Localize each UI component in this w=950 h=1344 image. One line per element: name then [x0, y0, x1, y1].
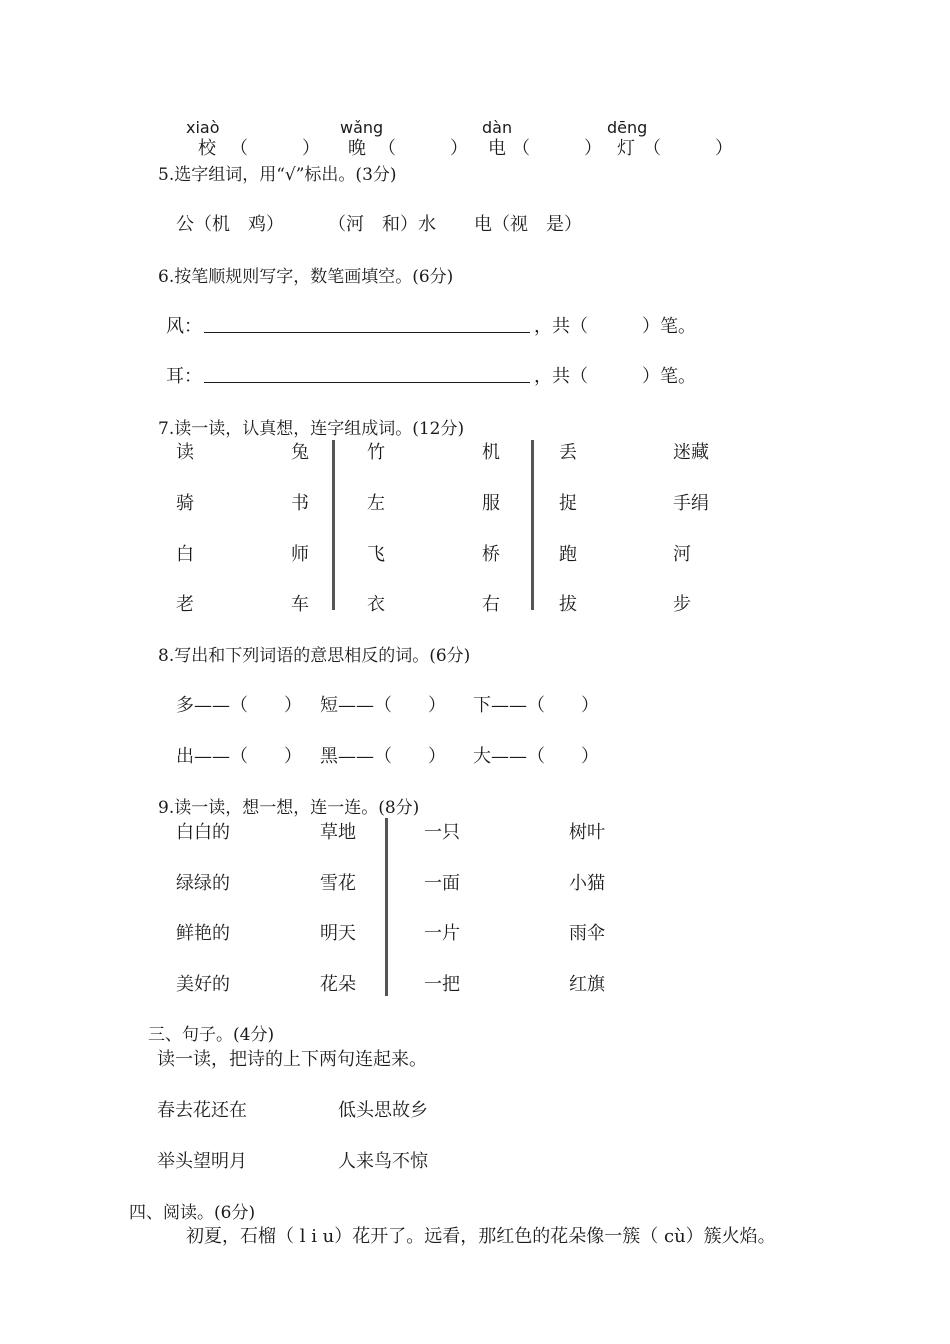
q7-g3-left-3: 跑 [559, 544, 577, 565]
pinyin-xiao: xiaò [186, 118, 220, 137]
q6-char-feng: 风： [166, 316, 202, 337]
q7-g2-right-1: 机 [482, 442, 500, 463]
blank-dan: （ ） [512, 138, 602, 159]
q9-g1-left-3: 鲜艳的 [176, 923, 230, 944]
q7-g1-left-1: 读 [176, 442, 194, 463]
q7-g1-left-3: 白 [176, 544, 194, 565]
q7-g3-right-1: 迷藏 [673, 442, 709, 463]
q8-row1-item3: 下——（ ） [473, 695, 599, 716]
q9-g2-right-3: 雨伞 [569, 923, 605, 944]
blank-xiao: （ ） [230, 138, 320, 159]
q9-g2-right-4: 红旗 [569, 974, 605, 995]
section4-title: 四、阅读。(6分) [129, 1203, 256, 1223]
poem-left-1: 春去花还在 [157, 1100, 247, 1121]
q7-divider-2 [531, 440, 534, 610]
q7-g3-left-4: 拔 [559, 594, 577, 615]
q9-g2-right-2: 小猫 [569, 873, 605, 894]
poem-left-2: 举头望明月 [157, 1151, 247, 1172]
q7-g1-left-4: 老 [176, 594, 194, 615]
q8-row2-item2: 黑——（ ） [320, 746, 446, 767]
q9-g1-right-3: 明天 [320, 923, 356, 944]
q7-g1-right-3: 师 [291, 544, 309, 565]
q7-g3-left-1: 丢 [559, 442, 577, 463]
q7-g1-right-4: 车 [291, 594, 309, 615]
q7-g2-left-4: 衣 [367, 594, 385, 615]
q9-g1-right-4: 花朵 [320, 974, 356, 995]
q6-suffix-1: ，共（ ）笔。 [534, 316, 696, 337]
q9-g1-right-2: 雪花 [320, 873, 356, 894]
blank-wang: （ ） [378, 138, 468, 159]
pinyin-wang: wǎng [340, 118, 384, 137]
q7-divider-1 [332, 440, 335, 610]
q9-divider [385, 818, 388, 996]
q8-row1-item2: 短——（ ） [320, 695, 446, 716]
poem-right-2: 人来鸟不惊 [338, 1151, 428, 1172]
q7-g1-right-1: 兔 [291, 442, 309, 463]
q7-g3-right-4: 步 [673, 594, 691, 615]
q9-g2-left-1: 一只 [424, 822, 460, 843]
q9-g2-left-2: 一面 [424, 873, 460, 894]
section3-title: 三、句子。(4分) [148, 1025, 275, 1045]
q7-g2-left-2: 左 [367, 493, 385, 514]
q7-g1-right-2: 书 [291, 493, 309, 514]
q7-g2-right-2: 服 [482, 493, 500, 514]
q7-g2-right-3: 桥 [482, 544, 500, 565]
q7-g2-left-1: 竹 [367, 442, 385, 463]
q8-row2-item1: 出——（ ） [176, 746, 302, 767]
char-xiao: 校 [198, 138, 216, 159]
q6-writing-line-2[interactable] [204, 382, 530, 383]
reading-passage: 初夏，石榴（ l i u）花开了。远看，那红色的花朵像一簇（ cù）簇火焰。 [186, 1226, 776, 1247]
q6-title: 6.按笔顺规则写字，数笔画填空。(6分) [158, 267, 454, 287]
q5-item-2: （河 和）水 [328, 214, 436, 235]
q7-g2-left-3: 飞 [367, 544, 385, 565]
q9-g1-left-4: 美好的 [176, 974, 230, 995]
q7-g3-left-2: 捉 [559, 493, 577, 514]
q6-char-er: 耳： [166, 366, 202, 387]
q7-title: 7.读一读，认真想，连字组成词。(12分) [158, 419, 465, 439]
q9-g2-left-3: 一片 [424, 923, 460, 944]
q7-g3-right-2: 手绢 [673, 493, 709, 514]
q9-g2-right-1: 树叶 [569, 822, 605, 843]
q9-g1-right-1: 草地 [320, 822, 356, 843]
q7-g3-right-3: 河 [673, 544, 691, 565]
q5-item-1: 公（机 鸡） [176, 214, 284, 235]
q8-row2-item3: 大——（ ） [473, 746, 599, 767]
poem-right-1: 低头思故乡 [338, 1100, 428, 1121]
pinyin-deng: dēng [607, 118, 648, 137]
q8-title: 8.写出和下列词语的意思相反的词。(6分) [158, 646, 471, 666]
q7-g1-left-2: 骑 [176, 493, 194, 514]
q6-suffix-2: ，共（ ）笔。 [534, 366, 696, 387]
char-deng: 灯 [617, 138, 635, 159]
blank-deng: （ ） [643, 138, 733, 159]
q7-g2-right-4: 右 [482, 594, 500, 615]
q9-g1-left-2: 绿绿的 [176, 873, 230, 894]
q5-item-3: 电（视 是） [474, 214, 582, 235]
q5-title: 5.选字组词，用“√”标出。(3分) [158, 165, 397, 185]
pinyin-dan: dàn [482, 118, 513, 137]
char-dan: 电 [488, 138, 506, 159]
q9-g2-left-4: 一把 [424, 974, 460, 995]
q9-title: 9.读一读，想一想，连一连。(8分) [158, 798, 420, 818]
q6-writing-line-1[interactable] [204, 332, 530, 333]
q9-g1-left-1: 白白的 [176, 822, 230, 843]
q8-row1-item1: 多——（ ） [176, 695, 302, 716]
char-wang: 晚 [348, 138, 366, 159]
section3-instruction: 读一读，把诗的上下两句连起来。 [157, 1049, 427, 1070]
